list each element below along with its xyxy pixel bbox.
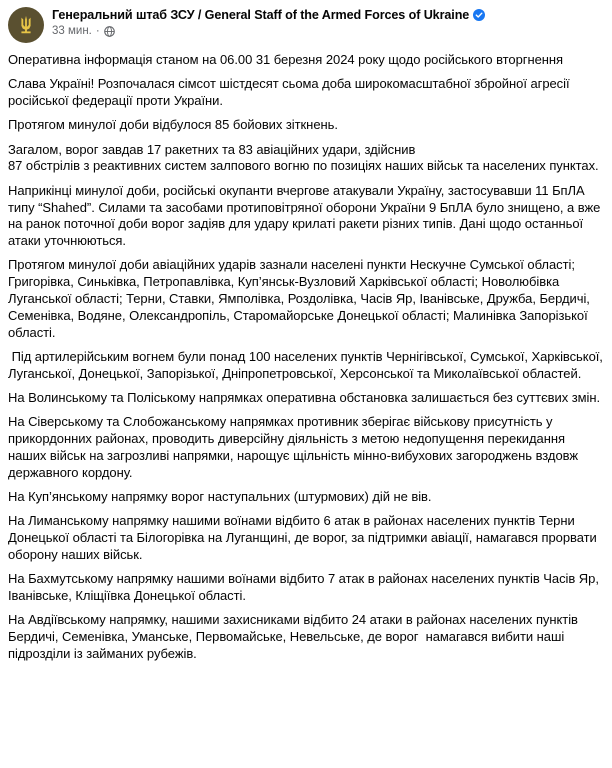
post-paragraph: На Лиманському напрямку нашими воїнами відбито 6 атак в районах населених пунктів Терни Донецької області та Білогорівка на Луганщині, де ворог, за підтримки авіації, намагався прорвати оборону наших військ. bbox=[8, 513, 597, 562]
separator-dot: · bbox=[95, 25, 100, 37]
post-paragraph: На Сіверському та Слобожанському напрямках противник зберігає військову присутність у прикордонних районах, проводить диверсійну діяльність з метою недопущення перекидання наших військ на загрозливі напрямки, нарощує щільність мінно-вибухових загороджень вздовж державного кордону. bbox=[8, 414, 578, 480]
post-time[interactable]: 33 мин. bbox=[52, 25, 92, 37]
verified-badge-icon bbox=[473, 9, 485, 21]
post-paragraph: Протягом минулої доби авіаційних ударів зазнали населені пункти Нескучне Сумської області; Григорівка, Синьківка, Петропавлівка, Куп’янськ-Вузловий Харківської області; Новолюбівка Луганської області; Терни, Ставки, Ямполівка, Роздолівка, Часів Яр, Іванівське, Дружба, Бердичі, Семенівка, Водяне, Олександропіль, Старомайорське Донецької області; Малинівка Запорізької області. bbox=[8, 257, 590, 340]
post-paragraph: Наприкінці минулої доби, російські окупанти вчергове атакували Україну, застосувавши 11 БпЛА типу “Shahed”. Силами та засобами протиповітряної оборони України 9 БпЛА було знищено, а вже на ранок поточної доби ворог задіяв для удару крилаті ракети різних типів. Дані щодо останньої атаки уточнюються. bbox=[8, 182, 601, 249]
post-paragraph: Загалом, ворог завдав 17 ракетних та 83 авіаційних удари, здійснив 87 обстрілів з реактивних систем залпового вогню по позиціях наших військ та населених пунктах. bbox=[8, 141, 599, 174]
trident-logo-icon bbox=[15, 14, 37, 36]
post-subline bbox=[52, 25, 485, 37]
author-row bbox=[52, 8, 485, 22]
post-meta bbox=[52, 6, 485, 37]
post-paragraph: На Куп’янському напрямку ворог наступальних (штурмових) дій не вів. bbox=[8, 489, 432, 505]
post-paragraph: На Авдіївському напрямку, нашими захисниками відбито 24 атаки в районах населених пунктів Бердичі, Семенівка, Уманське, Первомайське, Невельське, де ворог намагався вибити наші підрозділи із займаних рубежів. bbox=[8, 612, 582, 661]
post-paragraph: Під артилерійським вогнем були понад 100 населених пунктів Чернігівської, Сумської, Харківської, Луганської, Донецької, Запорізької, Дніпропетровської, Херсонської та Миколаївської областей. bbox=[8, 348, 607, 381]
post-body bbox=[8, 52, 607, 663]
author-name[interactable]: Генеральний штаб ЗСУ / General Staff of the Armed Forces of Ukraine bbox=[52, 8, 470, 22]
post-paragraph: Слава Україні! Розпочалася сімсот шістдесят сьома доба широкомасштабної збройної агресії російської федерації проти України. bbox=[8, 76, 570, 109]
post-paragraph: Оперативна інформація станом на 06.00 31 березня 2024 року щодо російського вторгнення bbox=[8, 52, 564, 67]
post-paragraph: Протягом минулої доби відбулося 85 бойових зіткнень. bbox=[8, 117, 338, 133]
globe-icon[interactable] bbox=[104, 26, 115, 37]
post-header bbox=[8, 6, 604, 50]
page-avatar[interactable] bbox=[8, 7, 44, 43]
post-paragraph: На Волинському та Поліському напрямках оперативна обстановка залишається без суттєвих змін. bbox=[8, 390, 601, 406]
post-paragraph: На Бахмутському напрямку нашими воїнами відбито 7 атак в районах населених пунктів Часів Яр, Іванівське, Кліщіївка Донецької області. bbox=[8, 571, 599, 604]
